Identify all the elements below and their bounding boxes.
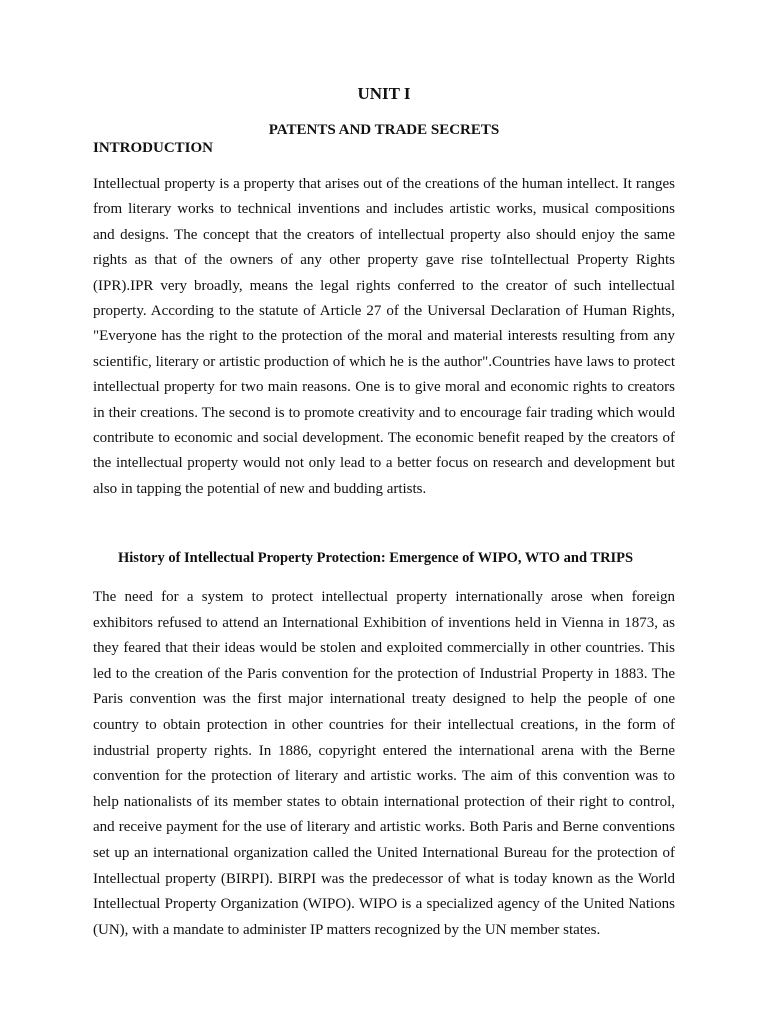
introduction-paragraph: Intellectual property is a property that arises out of the creations of the human intellect. It ranges from literary works to technical inventions and includes artistic works, musical compositions and designs. The concept that the creators of intellectual property also should enjoy the same rights as that of the owners of any other property gave rise toIntellectual Property Rights (IPR).IPR very broadly, means the legal rights conferred to the creator of such intellectual property. According to the statute of Article 27 of the Universal Declaration of Human Rights, "Everyone has the right to the protection of the moral and material interests resulting from any scientific, literary or artistic production of which he is the author".Countries have laws to protect intellectual property for two main reasons. One is to give moral and economic rights to creators in their creations. The second is to promote creativity and to encourage fair trading which would contribute to economic and social development. The economic benefit reaped by the creators of the intellectual property would not only lead to a better focus on research and development but also in tapping the potential of new and budding artists.	[93, 176, 675, 497]
history-paragraph: The need for a system to protect intellectual property internationally arose when foreign exhibitors refused to attend an International Exhibition of inventions held in Vienna in 1873, as they feared that their ideas would be stolen and exploited commercially in other countries. This led to the creation of the Paris convention for the protection of Industrial Property in 1883. The Paris convention was the first major international treaty designed to help the people of one country to obtain protection in other countries for their intellectual creations, in the form of industrial property rights. In 1886, copyright entered the international arena with the Berne convention for the protection of literary and artistic works. The aim of this convention was to help nationalists of its member states to obtain international protection of their right to control, and receive payment for the use of literary and artistic works. Both Paris and Berne conventions set up an international organization called the United International Bureau for the protection of Intellectual property (BIRPI). BIRPI was the predecessor of what is today known as the World Intellectual Property Organization (WIPO). WIPO is a specialized agency of the United Nations (UN), with a mandate to administer IP matters recognized by the UN member states.	[93, 589, 675, 938]
chapter-subtitle: PATENTS AND TRADE SECRETS	[268, 122, 500, 138]
introduction-heading: INTRODUCTION	[93, 140, 214, 156]
unit-title: UNIT I	[357, 84, 411, 103]
history-heading: History of Intellectual Property Protection: Emergence of WIPO, WTO and TRIPS	[118, 550, 634, 566]
